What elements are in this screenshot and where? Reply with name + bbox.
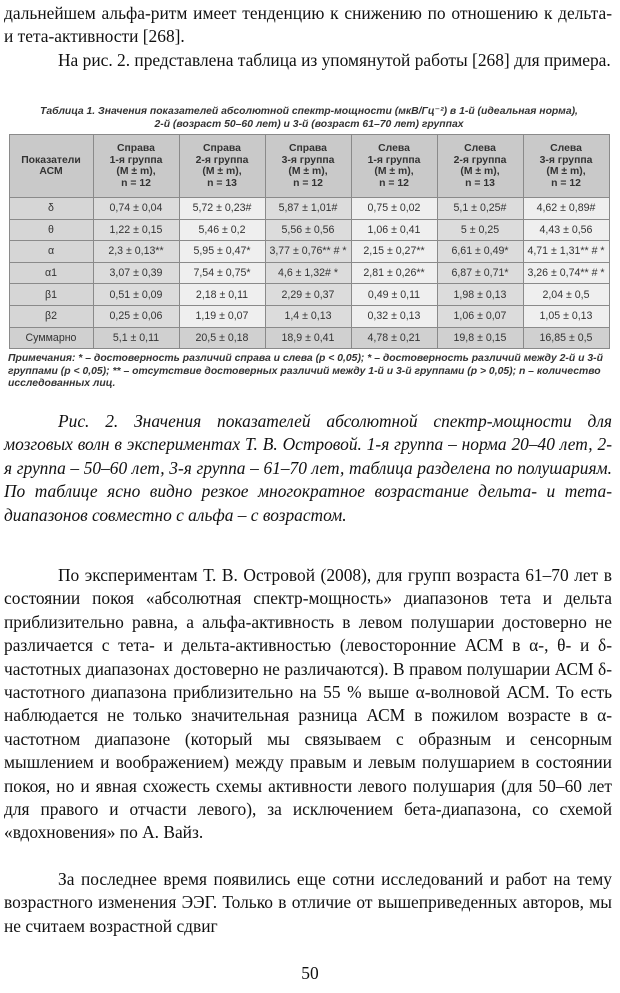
table-cell: 1,19 ± 0,07: [179, 305, 265, 327]
table-cell: 6,61 ± 0,49*: [437, 241, 523, 263]
table-cell: 4,71 ± 1,31** # *: [523, 241, 609, 263]
table-cell: 5 ± 0,25: [437, 219, 523, 241]
asm-data-table: [9, 134, 610, 349]
page-number: 50: [301, 963, 319, 983]
header-indicators: Показатели АСМ: [9, 135, 93, 198]
table-cell: 5,1 ± 0,11: [93, 327, 179, 349]
table-cell: 5,1 ± 0,25#: [437, 198, 523, 220]
table-cell: 0,32 ± 0,13: [351, 305, 437, 327]
row-label: α: [9, 241, 93, 263]
table-row-total: [9, 327, 609, 349]
intro-paragraph-figure-reference: На рис. 2. представлена таблица из упомянутой работы [268] для примера.: [58, 50, 611, 70]
header-right-group-1: Справа 1-я группа (M ± m), n = 12: [93, 135, 179, 198]
row-label: β1: [9, 284, 93, 306]
table-cell: 2,04 ± 0,5: [523, 284, 609, 306]
table-header-row: [9, 135, 609, 198]
header-right-group-3: Справа 3-я группа (M ± m), n = 12: [265, 135, 351, 198]
table-cell: 2,81 ± 0,26**: [351, 262, 437, 284]
header-left-group-3: Слева 3-я группа (M ± m), n = 12: [523, 135, 609, 198]
table-cell: 1,05 ± 0,13: [523, 305, 609, 327]
row-label: α1: [9, 262, 93, 284]
header-left-group-2: Слева 2-я группа (M ± m), n = 13: [437, 135, 523, 198]
table-cell: 1,98 ± 0,13: [437, 284, 523, 306]
table-cell: 16,85 ± 0,5: [523, 327, 609, 349]
table-cell: 0,74 ± 0,04: [93, 198, 179, 220]
table-row-delta: [9, 198, 609, 220]
table-cell: 4,62 ± 0,89#: [523, 198, 609, 220]
table-cell: 3,26 ± 0,74** # *: [523, 262, 609, 284]
table-cell: 1,06 ± 0,41: [351, 219, 437, 241]
row-label: Суммарно: [9, 327, 93, 349]
table-cell: 5,72 ± 0,23#: [179, 198, 265, 220]
table-figure: [6, 106, 612, 391]
table-cell: 19,8 ± 0,15: [437, 327, 523, 349]
table-cell: 18,9 ± 0,41: [265, 327, 351, 349]
body-paragraph-recent-research: За последнее время появились еще сотни исследований и работ на тему возрастного изменения ЭЭГ. Только в отличие от вышеприведенных авторов, мы не считаем возрастной сдвиг: [4, 869, 612, 936]
table-cell: 2,3 ± 0,13**: [93, 241, 179, 263]
table-cell: 20,5 ± 0,18: [179, 327, 265, 349]
table-cell: 5,56 ± 0,56: [265, 219, 351, 241]
table-cell: 4,78 ± 0,21: [351, 327, 437, 349]
table-cell: 5,87 ± 1,01#: [265, 198, 351, 220]
table-row-alpha1: [9, 262, 609, 284]
table-cell: 0,49 ± 0,11: [351, 284, 437, 306]
table-cell: 3,07 ± 0,39: [93, 262, 179, 284]
table-cell: 5,95 ± 0,47*: [179, 241, 265, 263]
header-left-group-1: Слева 1-я группа (M ± m), n = 12: [351, 135, 437, 198]
table-notes: Примечания: * – достоверность различий справа и слева (p < 0,05); * – достоверность различий между 2-й и 3-й группами (p < 0,05); ** – отсутствие достоверных различий между 1-й и 3-й группами (p > 0,05); n – количество исследованных лиц.: [8, 353, 603, 390]
table-cell: 1,22 ± 0,15: [93, 219, 179, 241]
table-cell: 5,46 ± 0,2: [179, 219, 265, 241]
table-cell: 1,4 ± 0,13: [265, 305, 351, 327]
table-cell: 6,87 ± 0,71*: [437, 262, 523, 284]
table-title-line-2: 2-й (возраст 50–60 лет) и 3-й (возраст 61–70 лет) группах: [154, 118, 464, 130]
table-cell: 7,54 ± 0,75*: [179, 262, 265, 284]
table-row-beta1: [9, 284, 609, 306]
figure-caption: Рис. 2. Значения показателей абсолютной спектр-мощности для мозговых волн в экспериментах Т. В. Островой. 1-я группа – норма 20–40 лет, 2-я группа – 50–60 лет, 3-я группа – 61–70 лет, таблица разделена по полушариям. По таблице ясно видно резкое многократное возрастание дельта- и тета-диапазонов совместно с альфа – с возрастом.: [4, 411, 612, 525]
table-title-line-1: Таблица 1. Значения показателей абсолютной спектр-мощности (мкВ/Гц⁻²) в 1-й (идеальная норма),: [40, 106, 578, 117]
table-row-alpha: [9, 241, 609, 263]
table-cell: 0,75 ± 0,02: [351, 198, 437, 220]
row-label: δ: [9, 198, 93, 220]
table-cell: 0,51 ± 0,09: [93, 284, 179, 306]
table-cell: 0,25 ± 0,06: [93, 305, 179, 327]
table-row-theta: [9, 219, 609, 241]
table-cell: 2,29 ± 0,37: [265, 284, 351, 306]
table-row-beta2: [9, 305, 609, 327]
table-cell: 2,15 ± 0,27**: [351, 241, 437, 263]
table-cell: 4,43 ± 0,56: [523, 219, 609, 241]
intro-paragraph-continuation: дальнейшем альфа-ритм имеет тенденцию к снижению по отношению к дельта- и тета-активности [268].: [4, 3, 612, 47]
table-cell: 2,18 ± 0,11: [179, 284, 265, 306]
row-label: β2: [9, 305, 93, 327]
header-right-group-2: Справа 2-я группа (M ± m), n = 13: [179, 135, 265, 198]
table-cell: 1,06 ± 0,07: [437, 305, 523, 327]
row-label: θ: [9, 219, 93, 241]
table-cell: 3,77 ± 0,76** # *: [265, 241, 351, 263]
body-paragraph-ostrova: По экспериментам Т. В. Островой (2008), для групп возраста 61–70 лет в состоянии покоя «абсолютная спектр-мощность» диапазонов тета и дельта приблизительно равна, а альфа-активность в левом полушарии достоверно не различается с тета- и дельта-активностью (левосторонние АСМ в α-, θ- и δ-частотных диапазонах достоверно не различаются). В правом полушарии АСМ δ-частотного диапазона приблизительно на 55 % выше α-волновой АСМ. То есть наблюдается не только значительная разница АСМ в пожилом возрасте в α-частотном диапазоне (который мы связываем с образным и сенсорным мышлением и воображением) между правым и левым полушарием в состоянии покоя, но и явная схожесть схемы активности левого полушария (для 50–60 лет для правого и отчасти левого), за исключением бета-диапазона, со схемой «вдохновения» по А. Вайз.: [4, 565, 612, 843]
table-cell: 4,6 ± 1,32# *: [265, 262, 351, 284]
